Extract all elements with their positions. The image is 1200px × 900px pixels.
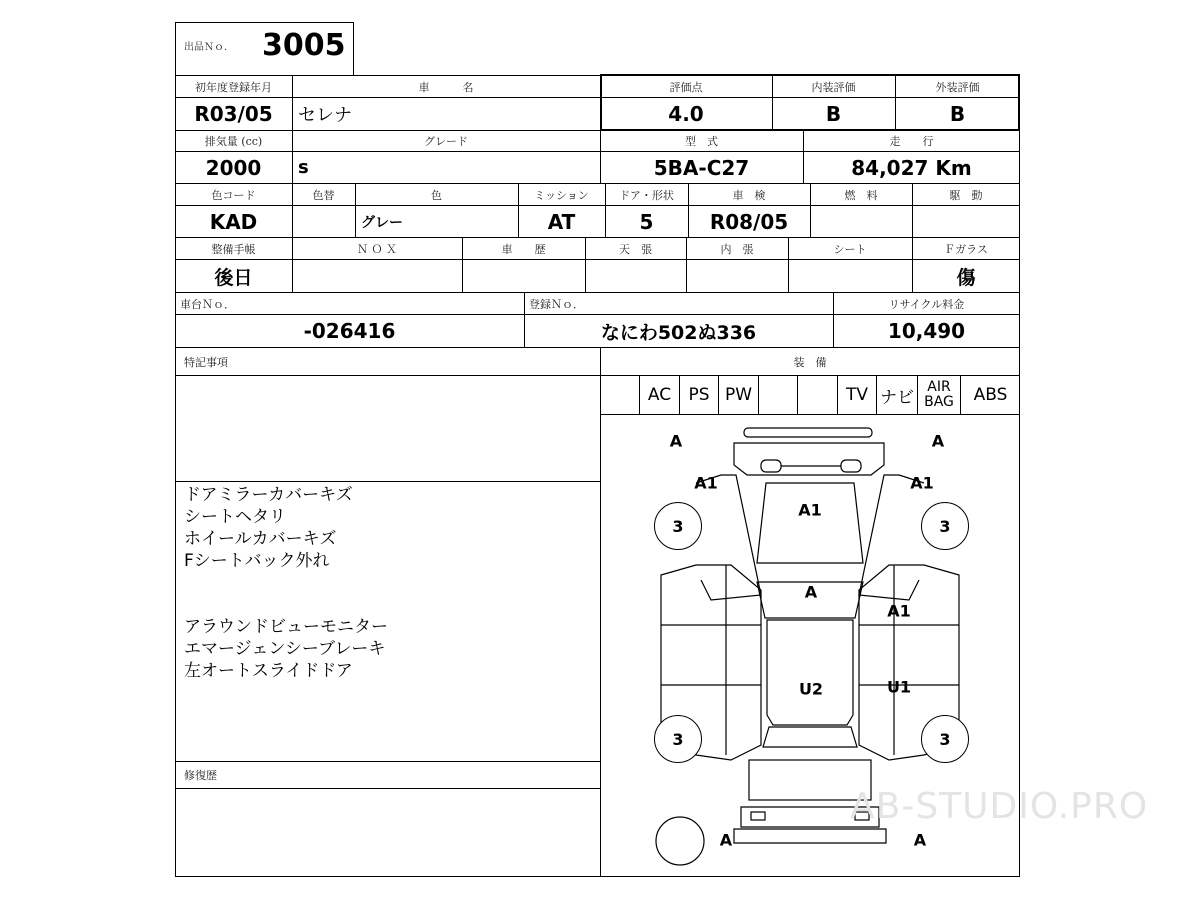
remark-line [184, 594, 594, 616]
mission-value: AT [547, 209, 576, 234]
damage-right-rear: U1 [886, 677, 912, 697]
exterior-grade-label: 外装評価 [935, 80, 980, 94]
equipment-item: TV [838, 376, 877, 414]
damage-rear-right: A [913, 830, 927, 850]
lot-number: 3005 [262, 28, 346, 63]
seat-value [788, 260, 912, 292]
equipment-item [798, 376, 838, 414]
damage-front-left: A [669, 431, 683, 451]
remark-line: シートヘタリ [184, 507, 286, 527]
displacement-value: 2000 [205, 155, 262, 180]
rear-window-outline [763, 727, 857, 747]
equipment-item: AC [640, 376, 680, 414]
equipment-row [600, 376, 1020, 414]
remark-line: ドアミラーカバーキズ [184, 485, 353, 505]
score-label: 評価点 [669, 80, 703, 94]
equipment-label: 装 備 [793, 356, 827, 369]
color-code-value: KAD [209, 209, 258, 234]
model-label: 型 式 [685, 135, 718, 148]
lot-label: 出品Ｎｏ． [184, 41, 234, 53]
grade-value: s [298, 157, 309, 178]
exterior-grade-value: B [949, 102, 966, 126]
equipment-item: ABS [973, 385, 1008, 405]
equipment-item [600, 376, 640, 414]
remark-line: エマージェンシーブレーキ [184, 639, 386, 659]
roof-outline [767, 620, 853, 725]
rule [175, 347, 1020, 348]
rule [175, 183, 1020, 184]
rule [175, 788, 600, 789]
repair-history-label: 修復歴 [184, 769, 217, 782]
remark-line: 左オートスライドドア [184, 661, 353, 681]
nox-value [292, 260, 462, 292]
doors-label: ドア・形状 [619, 189, 674, 202]
score-value: 4.0 [668, 102, 704, 126]
inspection-label: 車 検 [732, 189, 766, 202]
history-value [462, 260, 585, 292]
model-value: 5BA-C27 [653, 155, 750, 180]
first-reg-label: 初年度登録年月 [195, 80, 272, 94]
recycle-value: 10,490 [887, 319, 966, 343]
interior-grade-value: B [825, 102, 842, 126]
front-bumper-outline [744, 428, 872, 437]
manual-value: 後日 [214, 266, 253, 289]
first-reg-value: R03/05 [194, 102, 273, 126]
seat-label: シート [833, 243, 867, 256]
wheel-rear-left: 3 [654, 715, 702, 763]
damage-right-door: A1 [887, 601, 911, 621]
chassis-value: -026416 [303, 319, 396, 343]
wheel-front-left: 3 [654, 502, 702, 550]
damage-hood: A1 [798, 500, 822, 520]
roof-lining-label: 天 張 [619, 243, 652, 256]
car-name-label: 車 名 [418, 80, 474, 94]
remarks-notes [184, 484, 594, 682]
displacement-label: 排気量 (cc) [204, 135, 263, 148]
rule [175, 481, 600, 482]
damage-rear-left: A [719, 830, 733, 850]
drive-value [912, 206, 1020, 237]
remark-line: アラウンドビューモニター [184, 617, 388, 637]
fuel-value [810, 206, 912, 237]
headlight-right [841, 460, 861, 472]
reg-value: なにわ502ぬ336 [600, 321, 757, 344]
fuel-label: 燃 料 [844, 189, 878, 202]
equipment-item: PW [719, 376, 759, 414]
damage-roof: U2 [798, 679, 824, 699]
wheel-front-right: 3 [921, 502, 969, 550]
wheel-rear-right: 3 [921, 715, 969, 763]
nox-label: Ｎ Ｏ Ｘ [357, 243, 397, 256]
watermark: AB-STUDIO.PRO [850, 786, 1149, 827]
damage-fender-right: A1 [910, 473, 934, 493]
equipment-item: AIR BAG [918, 376, 961, 414]
color-value: グレー [361, 214, 403, 231]
color-change-value [292, 206, 355, 237]
rule [175, 761, 600, 762]
grade-label: グレード [424, 135, 468, 148]
manual-label: 整備手帳 [211, 243, 256, 256]
equipment-item: ナビ [877, 376, 918, 414]
hood-outline [757, 483, 863, 563]
remark-line: Fシートバック外れ [184, 551, 330, 571]
inspection-value: R08/05 [709, 209, 789, 234]
rear-bumper-outline [734, 829, 886, 843]
equipment-item [759, 376, 798, 414]
fglass-label: Ｆガラス [944, 243, 988, 256]
color-code-label: 色コード [211, 189, 256, 202]
damage-front-right: A [931, 431, 945, 451]
doors-value: 5 [639, 209, 654, 234]
roof-lining-value [585, 260, 686, 292]
car-name-value: セレナ [298, 105, 352, 126]
color-label: 色 [431, 189, 442, 202]
fglass-value: 傷 [956, 266, 976, 289]
headlight-left [761, 460, 781, 472]
remark-line [184, 572, 594, 594]
reg-label: 登録Ｎｏ． [529, 298, 584, 311]
rule [175, 237, 1020, 238]
remarks-label: 特記事項 [184, 356, 228, 369]
equipment-item: PS [680, 376, 719, 414]
rule [175, 292, 1020, 293]
front-grille-outline [734, 443, 884, 475]
remark-line: ホイールカバーキズ [184, 529, 337, 549]
interior-lining-value [686, 260, 788, 292]
interior-lining-label: 内 張 [720, 243, 754, 256]
mileage-value: 84,027 Km [851, 155, 972, 180]
spare-tire-outline [656, 817, 704, 865]
mileage-label: 走 行 [889, 135, 934, 148]
damage-windshield: A [804, 582, 818, 602]
history-label: 車 歴 [501, 243, 546, 256]
lot-box [175, 22, 354, 76]
color-change-label: 色替 [312, 189, 335, 202]
recycle-label: リサイクル料金 [888, 298, 965, 311]
drive-label: 駆 動 [949, 189, 983, 202]
chassis-label: 車台Ｎｏ． [180, 298, 235, 311]
interior-grade-label: 内装評価 [811, 80, 856, 94]
mission-label: ミッション [534, 189, 589, 202]
damage-fender-left: A1 [694, 473, 718, 493]
